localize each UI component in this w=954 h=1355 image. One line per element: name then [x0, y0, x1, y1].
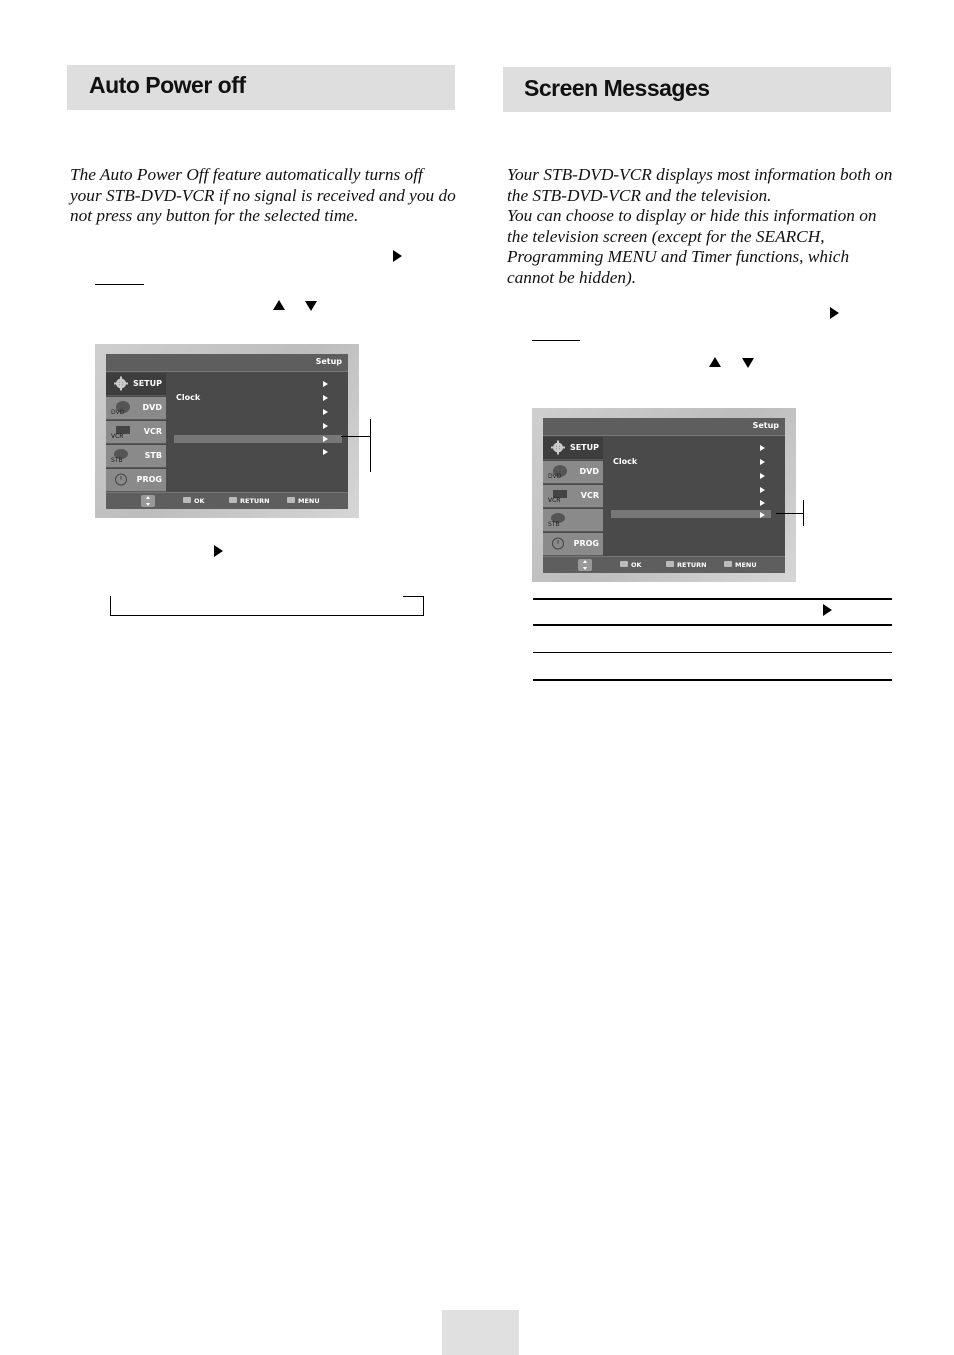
footer-ok-label: OK	[194, 497, 205, 505]
menu-item-clock[interactable]: Clock	[176, 393, 201, 402]
screen-messages-title: Screen Messages	[524, 75, 710, 101]
sidebar-item-stb[interactable]	[543, 509, 603, 532]
table-rule	[533, 652, 892, 653]
menu-item-highlight	[174, 435, 342, 443]
svg-text:STB: STB	[548, 521, 560, 527]
footer-return-label: RETURN	[240, 497, 270, 505]
tv-title-bar	[543, 418, 785, 436]
submenu-arrow-icon	[323, 381, 328, 387]
return-icon	[666, 561, 674, 567]
callout-line	[341, 436, 371, 437]
right-arrow-icon	[823, 604, 832, 616]
sidebar-item-label: SETUP	[569, 443, 599, 452]
submenu-arrow-icon	[323, 449, 328, 455]
sidebar-item-prog[interactable]	[106, 469, 166, 492]
svg-text:VCR: VCR	[548, 497, 561, 503]
footer-ok-label: OK	[631, 561, 642, 569]
tv-title: Setup	[752, 421, 779, 430]
callout-line	[803, 500, 804, 526]
tv-footer-bar	[106, 492, 348, 509]
dpad-icon	[578, 559, 592, 571]
dvd-disc-icon	[548, 464, 568, 479]
footer-menu-label: MENU	[735, 561, 757, 569]
sidebar-item-vcr[interactable]	[106, 421, 166, 444]
clock-icon	[548, 536, 568, 551]
sidebar-item-label: VCR	[580, 491, 599, 500]
sidebar-item-setup[interactable]	[543, 437, 603, 460]
bracket-line	[110, 615, 424, 616]
sidebar-item-label: SETUP	[132, 379, 162, 388]
table-rule	[533, 598, 892, 600]
dvd-disc-icon	[111, 400, 131, 415]
gear-icon	[111, 376, 131, 391]
page-number-box	[442, 1310, 519, 1355]
vcr-tape-icon	[548, 488, 568, 503]
submenu-arrow-icon	[323, 395, 328, 401]
up-arrow-icon	[273, 300, 285, 310]
underline-mark	[532, 340, 580, 341]
satellite-icon	[111, 448, 131, 463]
tv-footer-bar	[543, 556, 785, 573]
callout-line	[370, 419, 371, 472]
menu-item-highlight	[611, 510, 771, 518]
tv-screen	[106, 354, 348, 509]
menu-item-clock[interactable]: Clock	[613, 457, 638, 466]
footer-menu-label: MENU	[298, 497, 320, 505]
sidebar-item-setup[interactable]	[106, 373, 166, 396]
svg-text:DVD: DVD	[548, 473, 562, 479]
bracket-line	[110, 596, 111, 616]
sidebar-item-label: VCR	[143, 427, 162, 436]
menu-icon	[724, 561, 732, 567]
sidebar-item-prog[interactable]	[543, 533, 603, 556]
submenu-arrow-icon	[323, 423, 328, 429]
down-arrow-icon	[742, 358, 754, 368]
vcr-tape-icon	[111, 424, 131, 439]
underline-mark	[95, 284, 144, 285]
auto-power-off-title: Auto Power off	[89, 72, 246, 98]
clock-icon	[111, 472, 131, 487]
bracket-line	[423, 596, 424, 616]
svg-text:STB: STB	[111, 457, 123, 463]
auto-power-off-header	[67, 65, 455, 110]
satellite-icon	[548, 512, 568, 527]
svg-text:VCR: VCR	[111, 433, 124, 439]
right-arrow-icon	[830, 307, 839, 319]
submenu-arrow-icon	[760, 459, 765, 465]
setup-menu-screenshot	[532, 408, 796, 582]
sidebar-item-label: DVD	[579, 467, 599, 476]
sidebar-item-dvd[interactable]	[543, 461, 603, 484]
tv-title-bar	[106, 354, 348, 372]
dpad-icon	[141, 495, 155, 507]
submenu-arrow-icon	[323, 409, 328, 415]
table-rule	[533, 624, 892, 626]
screen-messages-header	[503, 67, 891, 112]
sidebar-item-label: PROG	[573, 539, 599, 548]
tv-title: Setup	[315, 357, 342, 366]
submenu-arrow-icon	[760, 473, 765, 479]
submenu-arrow-icon	[760, 512, 765, 518]
screen-messages-intro: Your STB-DVD-VCR displays most information both on the STB-DVD-VCR and the television. You can choose to display or hide this information on the television screen (except for the SEARCH, Programming MENU and Timer functions, which cannot be hidden).	[507, 165, 893, 287]
sidebar-item-dvd[interactable]	[106, 397, 166, 420]
footer-return-label: RETURN	[677, 561, 707, 569]
ok-icon	[183, 497, 191, 503]
gear-icon	[548, 440, 568, 455]
return-icon	[229, 497, 237, 503]
tv-screen	[543, 418, 785, 573]
ok-icon	[620, 561, 628, 567]
svg-text:DVD: DVD	[111, 409, 125, 415]
sidebar-item-label: STB	[144, 451, 162, 460]
right-arrow-icon	[214, 545, 223, 557]
sidebar-item-stb[interactable]	[106, 445, 166, 468]
submenu-arrow-icon	[760, 487, 765, 493]
down-arrow-icon	[305, 301, 317, 311]
up-arrow-icon	[709, 357, 721, 367]
submenu-arrow-icon	[760, 500, 765, 506]
sidebar-item-label: DVD	[142, 403, 162, 412]
auto-power-off-intro: The Auto Power Off feature automatically turns off your STB-DVD-VCR if no signal is received and you do not press any button for the selected time.	[70, 165, 456, 226]
submenu-arrow-icon	[760, 445, 765, 451]
bracket-line	[403, 596, 424, 597]
sidebar-item-vcr[interactable]	[543, 485, 603, 508]
table-rule	[533, 679, 892, 681]
right-arrow-icon	[393, 250, 402, 262]
menu-icon	[287, 497, 295, 503]
submenu-arrow-icon	[323, 436, 328, 442]
sidebar-item-label: PROG	[136, 475, 162, 484]
callout-line	[776, 513, 804, 514]
setup-menu-screenshot	[95, 344, 359, 518]
